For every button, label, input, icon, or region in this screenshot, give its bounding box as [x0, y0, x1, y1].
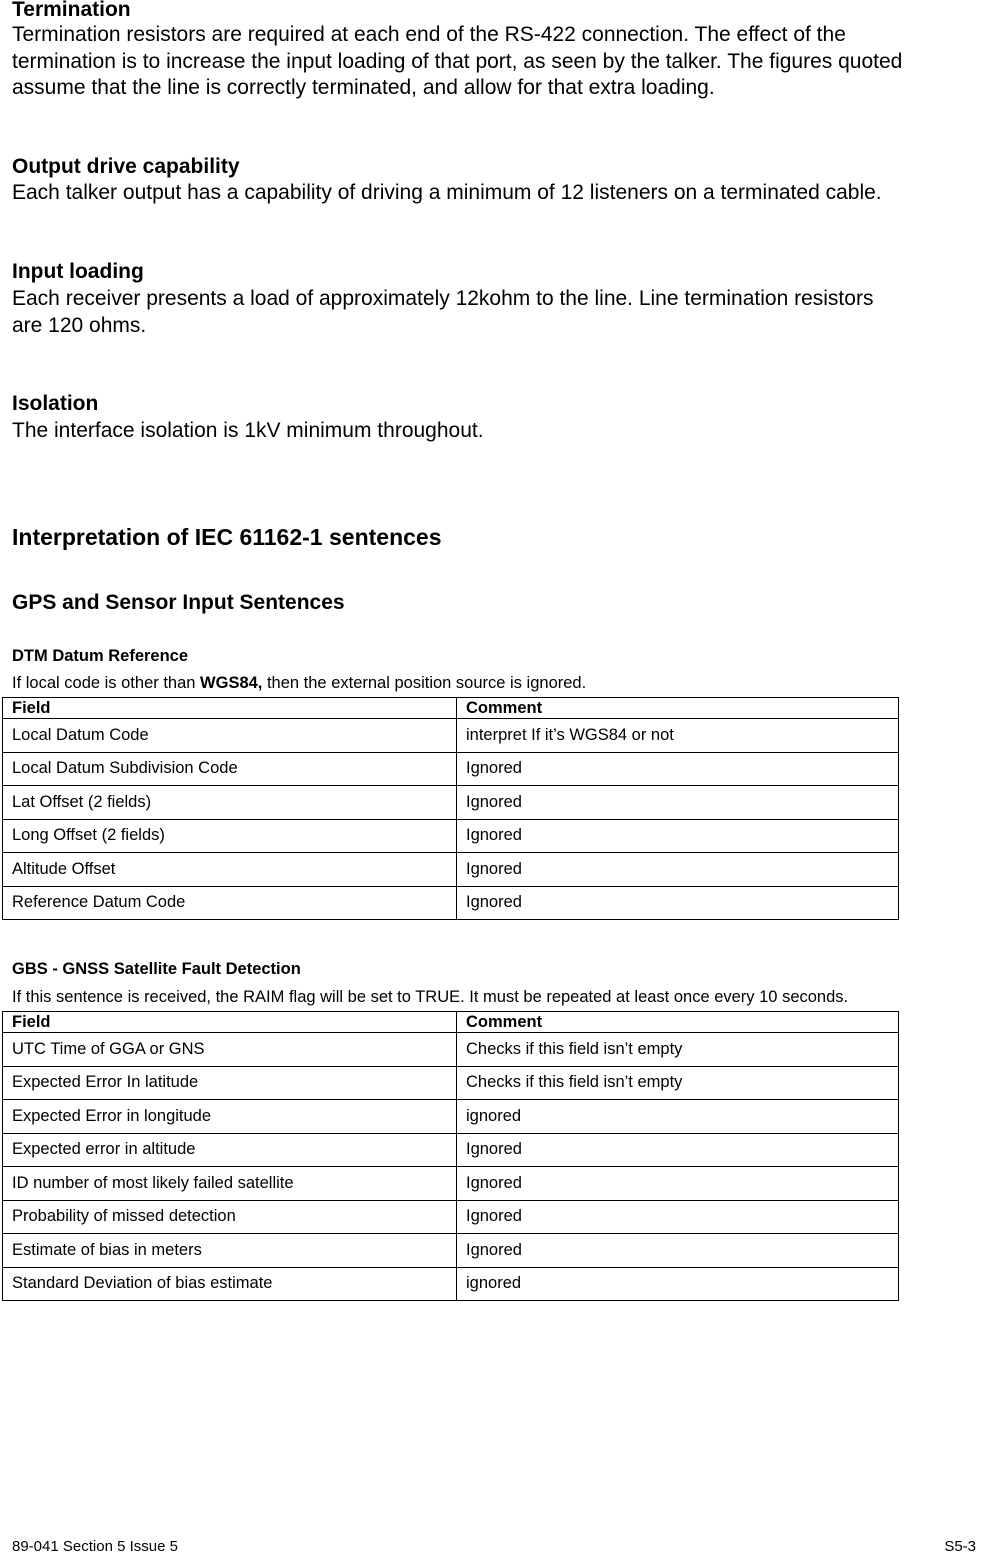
table-row — [3, 1066, 899, 1100]
input-loading-line: Each receiver presents a load of approximately 12kohm to the line. Line termination resistors — [12, 287, 874, 310]
input-loading-line: are 120 ohms. — [12, 313, 147, 337]
field-cell: Lat Offset (2 fields) — [3, 786, 457, 820]
field-cell: Estimate of bias in meters — [3, 1234, 457, 1268]
field-cell: ID number of most likely failed satellite — [3, 1167, 457, 1201]
dtm-note — [12, 674, 586, 693]
termination-line: Termination resistors are required at each end of the RS-422 connection. The effect of the — [12, 23, 846, 46]
gbs-heading: GBS - GNSS Satellite Fault Detection — [12, 960, 301, 978]
table-row — [3, 1267, 899, 1301]
field-cell: Altitude Offset — [3, 853, 457, 887]
field-cell: Expected Error in longitude — [3, 1100, 457, 1134]
output-drive-paragraph: Each talker output has a capability of driving a minimum of 12 listeners on a terminated cable. — [12, 181, 882, 204]
column-header-field: Field — [3, 698, 457, 719]
table-row — [3, 853, 899, 887]
field-cell: Local Datum Code — [3, 719, 457, 753]
comment-cell: Checks if this field isn’t empty — [457, 1066, 899, 1100]
table-header-row — [3, 1012, 899, 1033]
table-row — [3, 819, 899, 853]
table-row — [3, 1167, 899, 1201]
termination-line: termination is to increase the input loading of that port, as seen by the talker. The figures quoted — [12, 49, 903, 73]
table-row — [3, 1133, 899, 1167]
column-header-field: Field — [3, 1012, 457, 1033]
termination-line: assume that the line is correctly terminated, and allow for that extra loading. — [12, 76, 715, 99]
dtm-table — [2, 697, 899, 920]
field-cell: Standard Deviation of bias estimate — [3, 1267, 457, 1301]
table-row — [3, 786, 899, 820]
comment-cell: Ignored — [457, 819, 899, 853]
dtm-note-pre: If local code is other than — [12, 674, 201, 692]
table-row — [3, 719, 899, 753]
interpretation-heading: Interpretation of IEC 61162-1 sentences — [12, 524, 442, 550]
field-cell: Long Offset (2 fields) — [3, 819, 457, 853]
comment-cell: Ignored — [457, 752, 899, 786]
field-cell: Probability of missed detection — [3, 1200, 457, 1234]
table-row — [3, 1033, 899, 1067]
comment-cell: interpret If it’s WGS84 or not — [457, 719, 899, 753]
column-header-comment: Comment — [457, 1012, 899, 1033]
termination-heading: Termination — [12, 0, 131, 21]
table-row — [3, 752, 899, 786]
comment-cell: Ignored — [457, 1200, 899, 1234]
comment-cell: Ignored — [457, 1167, 899, 1201]
input-loading-paragraph — [12, 286, 873, 339]
comment-cell: ignored — [457, 1267, 899, 1301]
footer-document-id: 89-041 Section 5 Issue 5 — [12, 1538, 178, 1555]
dtm-note-post: then the external position source is ignored. — [262, 674, 587, 692]
termination-paragraph — [12, 22, 902, 102]
comment-cell: Ignored — [457, 786, 899, 820]
output-drive-heading: Output drive capability — [12, 155, 240, 178]
table-row — [3, 1234, 899, 1268]
table-header-row — [3, 698, 899, 719]
isolation-heading: Isolation — [12, 392, 99, 415]
table-row — [3, 886, 899, 920]
isolation-paragraph: The interface isolation is 1kV minimum throughout. — [12, 419, 484, 442]
comment-cell: Checks if this field isn’t empty — [457, 1033, 899, 1067]
comment-cell: Ignored — [457, 886, 899, 920]
gps-sensor-subheading: GPS and Sensor Input Sentences — [12, 591, 345, 614]
field-cell: Expected Error In latitude — [3, 1066, 457, 1100]
comment-cell: Ignored — [457, 853, 899, 887]
input-loading-heading: Input loading — [12, 260, 144, 283]
field-cell: Reference Datum Code — [3, 886, 457, 920]
table-row — [3, 1100, 899, 1134]
field-cell: Local Datum Subdivision Code — [3, 752, 457, 786]
comment-cell: Ignored — [457, 1133, 899, 1167]
field-cell: Expected error in altitude — [3, 1133, 457, 1167]
gbs-table — [2, 1011, 899, 1301]
comment-cell: ignored — [457, 1100, 899, 1134]
table-row — [3, 1200, 899, 1234]
dtm-note-bold: WGS84, — [200, 674, 263, 692]
field-cell: UTC Time of GGA or GNS — [3, 1033, 457, 1067]
footer-page-number: S5-3 — [944, 1538, 976, 1555]
comment-cell: Ignored — [457, 1234, 899, 1268]
dtm-heading: DTM Datum Reference — [12, 647, 189, 665]
column-header-comment: Comment — [457, 698, 899, 719]
gbs-note: If this sentence is received, the RAIM flag will be set to TRUE. It must be repeated at least once every 10 seconds. — [12, 988, 849, 1006]
